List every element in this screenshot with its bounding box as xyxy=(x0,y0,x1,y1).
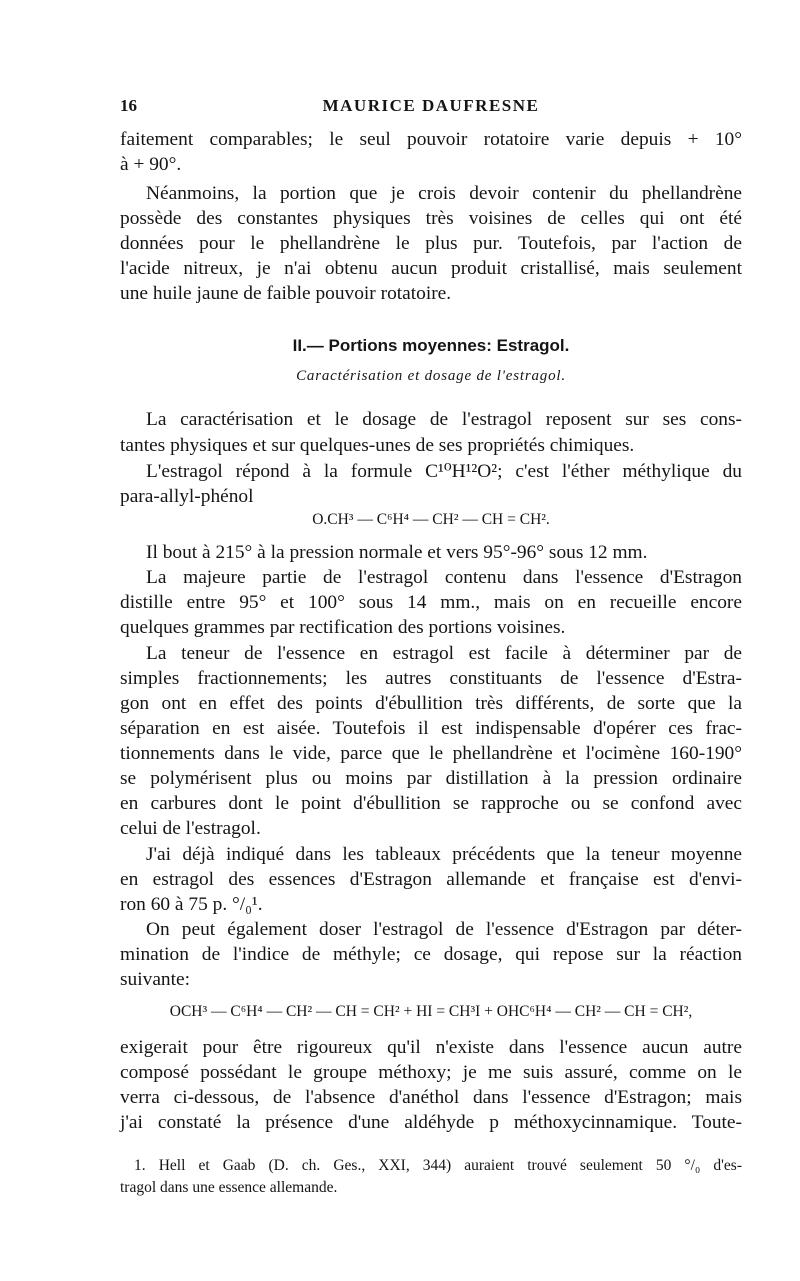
body-line: une huile jaune de faible pouvoir rotatoire. xyxy=(120,283,452,304)
body-line: L'estragol répond à la formule C¹⁰H¹²O²; c'est l'éther méthylique du xyxy=(146,461,742,482)
body-line: suivante: xyxy=(120,969,191,990)
body-line: verra ci-dessous, de l'absence d'anéthol dans l'essence d'Estragon; mais xyxy=(120,1087,742,1108)
page-header xyxy=(120,96,742,120)
body-line: tionnements dans le vide, parce que le phellandrène et l'ocimène 160-190° xyxy=(120,743,742,764)
body-line: La caractérisation et le dosage de l'estragol reposent sur ses cons- xyxy=(146,409,742,430)
body-line: simples fractionnements; les autres constituants de l'essence d'Estra- xyxy=(120,668,742,689)
body-line: La majeure partie de l'estragol contenu dans l'essence d'Estragon xyxy=(146,567,742,588)
body-line: en estragol des essences d'Estragon allemande et française est d'envi- xyxy=(120,869,742,890)
running-title: MAURICE DAUFRESNE xyxy=(322,96,540,115)
formula-estragol: O.CH³ — C⁶H⁴ — CH² — CH = CH². xyxy=(312,511,550,528)
body-line: gon ont en effet des points d'ébullition très différents, de sorte que la xyxy=(120,693,742,714)
body-line: quelques grammes par rectification des portions voisines. xyxy=(120,617,566,638)
body-line: faitement comparables; le seul pouvoir rotatoire varie depuis + 10° xyxy=(120,129,742,150)
body-line: Néanmoins, la portion que je crois devoir contenir du phellandrène xyxy=(146,183,742,204)
body-line: en carbures dont le point d'ébullition se rapproche ou se confond avec xyxy=(120,793,742,814)
body-line: données pour le phellandrène le plus pur. Toutefois, par l'action de xyxy=(120,233,742,254)
body-line: ron 60 à 75 p. °/₀¹. xyxy=(120,894,263,915)
body-line: séparation en est aisée. Toutefois il est indispensable d'opérer ces frac- xyxy=(120,718,742,739)
footnote-line: tragol dans une essence allemande. xyxy=(120,1179,338,1196)
section-title: II.— Portions moyennes: Estragol. xyxy=(292,336,570,355)
body-line: composé possédant le groupe méthoxy; je me suis assuré, comme on le xyxy=(120,1062,742,1083)
body-line: exigerait pour être rigoureux qu'il n'existe dans l'essence aucun autre xyxy=(120,1037,742,1058)
footnote-line: 1. Hell et Gaab (D. ch. Ges., XXI, 344) auraient trouvé seulement 50 °/₀ d'es- xyxy=(134,1157,742,1174)
body-line: Il bout à 215° à la pression normale et vers 95°-96° sous 12 mm. xyxy=(146,542,648,563)
body-line: tantes physiques et sur quelques-unes de ses propriétés chimiques. xyxy=(120,435,635,456)
body-line: distille entre 95° et 100° sous 14 mm., mais on en recueille encore xyxy=(120,592,742,613)
body-line: se polymérisent plus ou moins par distillation à la pression ordinaire xyxy=(120,768,742,789)
body-line: j'ai constaté la présence d'une aldéhyde p méthoxycinnamique. Toute- xyxy=(120,1112,742,1133)
section-subtitle: Caractérisation et dosage de l'estragol. xyxy=(296,368,566,384)
page-number: 16 xyxy=(120,96,137,115)
formula-reaction: OCH³ — C⁶H⁴ — CH² — CH = CH² + HI = CH³I + OHC⁶H⁴ — CH² — CH = CH², xyxy=(169,1003,693,1020)
body-line: à + 90°. xyxy=(120,154,182,175)
body-line: celui de l'estragol. xyxy=(120,818,261,839)
body-line: para-allyl-phénol xyxy=(120,486,254,507)
body-line: J'ai déjà indiqué dans les tableaux précédents que la teneur moyenne xyxy=(146,844,742,865)
body-line: La teneur de l'essence en estragol est facile à déterminer par de xyxy=(146,643,742,664)
body-line: mination de l'indice de méthyle; ce dosage, qui repose sur la réaction xyxy=(120,944,742,965)
body-line: On peut également doser l'estragol de l'essence d'Estragon par déter- xyxy=(146,919,742,940)
body-line: l'acide nitreux, je n'ai obtenu aucun produit cristallisé, mais seulement xyxy=(120,258,742,279)
body-line: possède des constantes physiques très voisines de celles qui ont été xyxy=(120,208,742,229)
